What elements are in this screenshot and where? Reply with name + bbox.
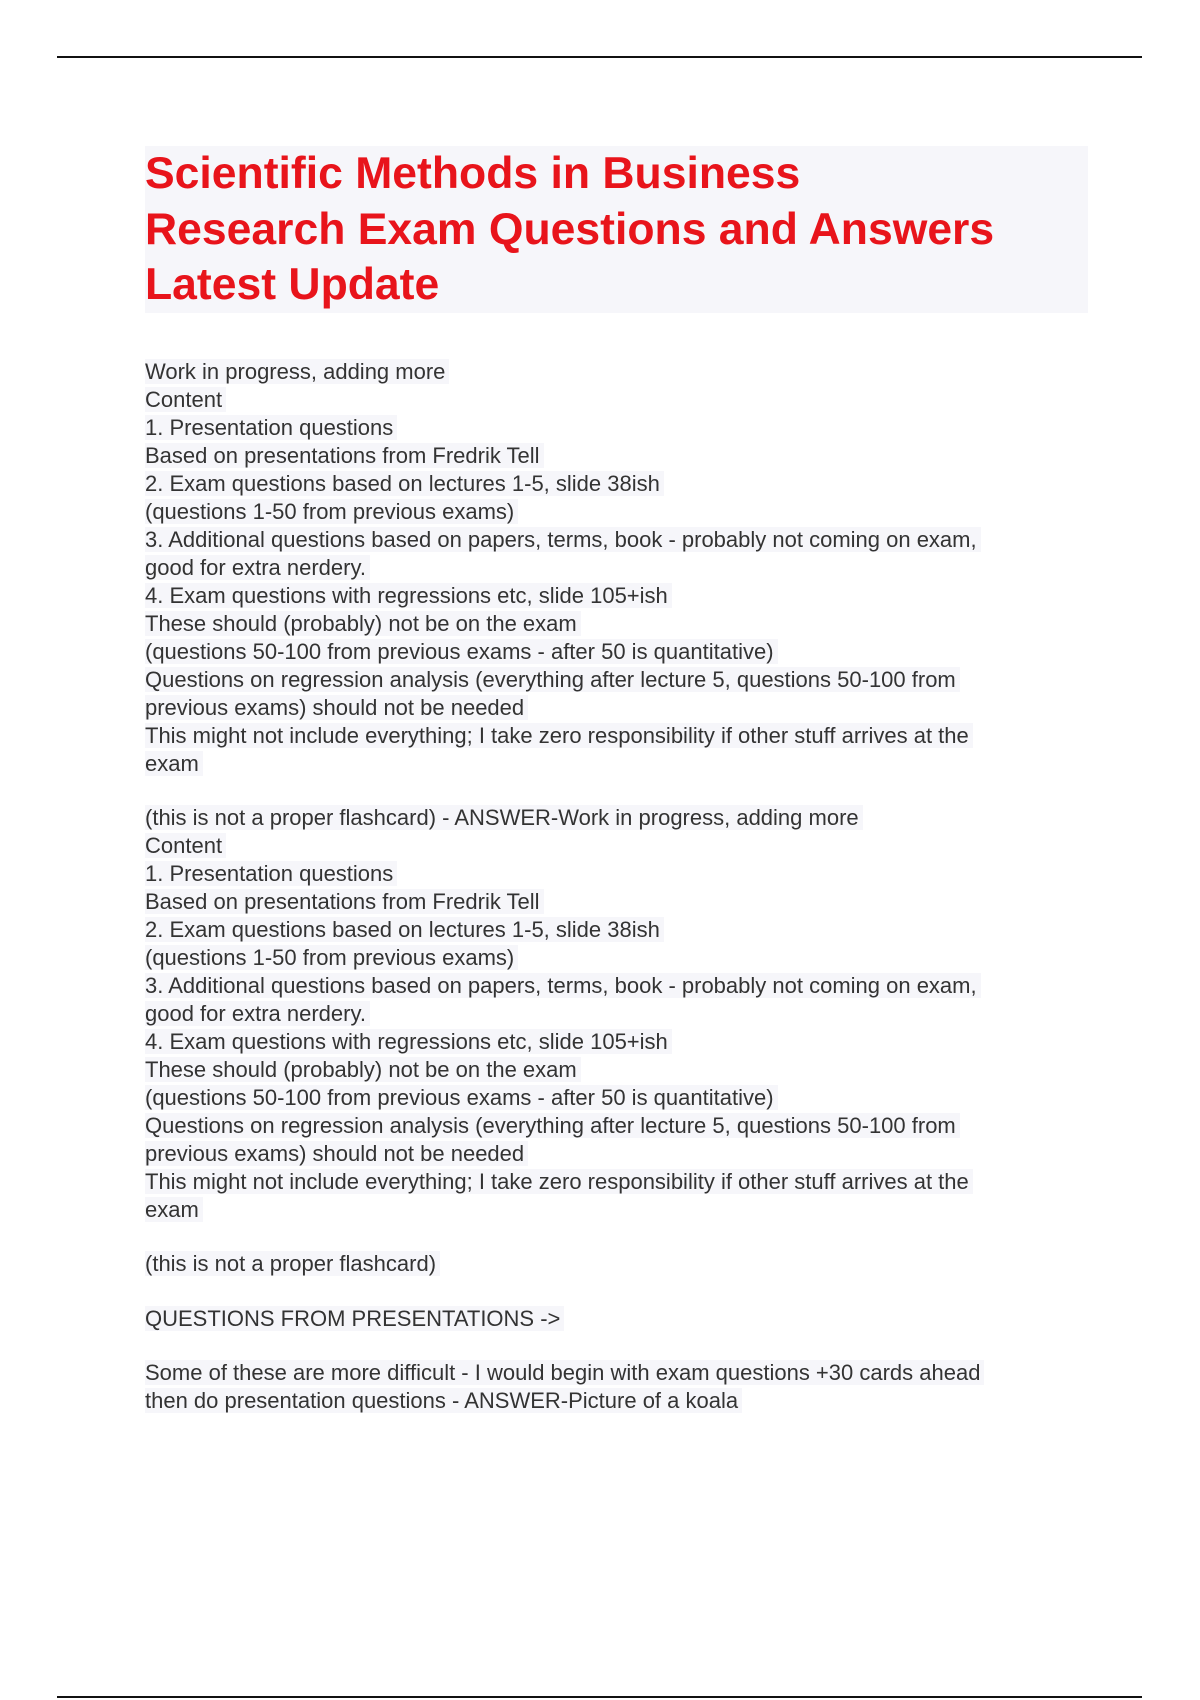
text-line-content: Based on presentations from Fredrik Tell (145, 443, 544, 468)
text-line-content: 4. Exam questions with regressions etc, slide 105+ish (145, 583, 672, 608)
text-line (145, 414, 1075, 442)
text-line (145, 1359, 1075, 1387)
text-line-content: exam (145, 1197, 203, 1222)
text-line-content: This might not include everything; I take zero responsibility if other stuff arrives at the (145, 723, 973, 748)
document-title (145, 146, 1088, 313)
section-heading-presentations (145, 1305, 1075, 1333)
text-line (145, 386, 1075, 414)
text-line (145, 1140, 1075, 1168)
text-line (145, 1056, 1075, 1084)
text-line (145, 526, 1075, 554)
text-line-content: 2. Exam questions based on lectures 1-5, slide 38ish (145, 917, 664, 942)
text-line-content: (questions 50-100 from previous exams - after 50 is quantitative) (145, 639, 778, 664)
text-line (145, 694, 1075, 722)
text-line (145, 638, 1075, 666)
text-line (145, 1028, 1075, 1056)
text-line (145, 972, 1075, 1000)
text-line (145, 610, 1075, 638)
text-line-content: Questions on regression analysis (everything after lecture 5, questions 50-100 from (145, 1113, 960, 1138)
text-line (145, 832, 1075, 860)
text-line-content: good for extra nerdery. (145, 1001, 370, 1026)
intro-question-text (145, 358, 1075, 778)
intro-answer-text (145, 804, 1075, 1224)
text-line-content: 3. Additional questions based on papers, terms, book - probably not coming on exam, (145, 973, 981, 998)
text-line-content: 1. Presentation questions (145, 415, 397, 440)
text-line (145, 666, 1075, 694)
text-line-content: 4. Exam questions with regressions etc, slide 105+ish (145, 1029, 672, 1054)
text-line-content: These should (probably) not be on the exam (145, 611, 581, 636)
text-line-content: This might not include everything; I take zero responsibility if other stuff arrives at the (145, 1169, 973, 1194)
text-line-content: then do presentation questions - ANSWER-Picture of a koala (145, 1388, 742, 1413)
text-line-content: Content (145, 833, 226, 858)
title-line: Latest Update (145, 260, 440, 309)
text-line-content: (this is not a proper flashcard) (145, 1251, 440, 1276)
text-line-content: (questions 50-100 from previous exams - after 50 is quantitative) (145, 1085, 778, 1110)
text-line-content: (this is not a proper flashcard) - ANSWER-Work in progress, adding more (145, 805, 863, 830)
text-line (145, 1112, 1075, 1140)
text-line (145, 358, 1075, 386)
top-rule (57, 56, 1142, 58)
text-line (145, 1168, 1075, 1196)
text-line (145, 888, 1075, 916)
text-line-content: (questions 1-50 from previous exams) (145, 945, 518, 970)
text-line (145, 916, 1075, 944)
text-line-content: Questions on regression analysis (everything after lecture 5, questions 50-100 from (145, 667, 960, 692)
text-line (145, 582, 1075, 610)
text-line-content: previous exams) should not be needed (145, 1141, 528, 1166)
flashcard-note (145, 1250, 1075, 1278)
bottom-rule (57, 1696, 1142, 1698)
text-line (145, 860, 1075, 888)
text-line-content: Some of these are more difficult - I would begin with exam questions +30 cards ahead (145, 1360, 984, 1385)
text-line-content: Content (145, 387, 226, 412)
text-line (145, 1084, 1075, 1112)
text-line-content: QUESTIONS FROM PRESENTATIONS -> (145, 1306, 564, 1331)
text-line-content: (questions 1-50 from previous exams) (145, 499, 518, 524)
text-line-content: good for extra nerdery. (145, 555, 370, 580)
text-line (145, 1250, 1075, 1278)
text-line-content: Based on presentations from Fredrik Tell (145, 889, 544, 914)
text-line (145, 1305, 1075, 1333)
text-line-content: 2. Exam questions based on lectures 1-5, slide 38ish (145, 471, 664, 496)
text-line (145, 944, 1075, 972)
title-line: Research Exam Questions and Answers (145, 204, 995, 254)
text-line (145, 1196, 1075, 1224)
text-line (145, 470, 1075, 498)
text-line (145, 804, 1075, 832)
text-line (145, 722, 1075, 750)
text-line-content: These should (probably) not be on the exam (145, 1057, 581, 1082)
text-line (145, 1387, 1075, 1415)
text-line (145, 554, 1075, 582)
text-line (145, 498, 1075, 526)
text-line-content: Work in progress, adding more (145, 359, 449, 384)
text-line (145, 1000, 1075, 1028)
text-line (145, 442, 1075, 470)
text-line (145, 750, 1075, 778)
text-line-content: previous exams) should not be needed (145, 695, 528, 720)
koala-question-text (145, 1359, 1075, 1415)
text-line-content: exam (145, 751, 203, 776)
text-line-content: 1. Presentation questions (145, 861, 397, 886)
title-line: Scientific Methods in Business (145, 149, 801, 198)
text-line-content: 3. Additional questions based on papers, terms, book - probably not coming on exam, (145, 527, 981, 552)
